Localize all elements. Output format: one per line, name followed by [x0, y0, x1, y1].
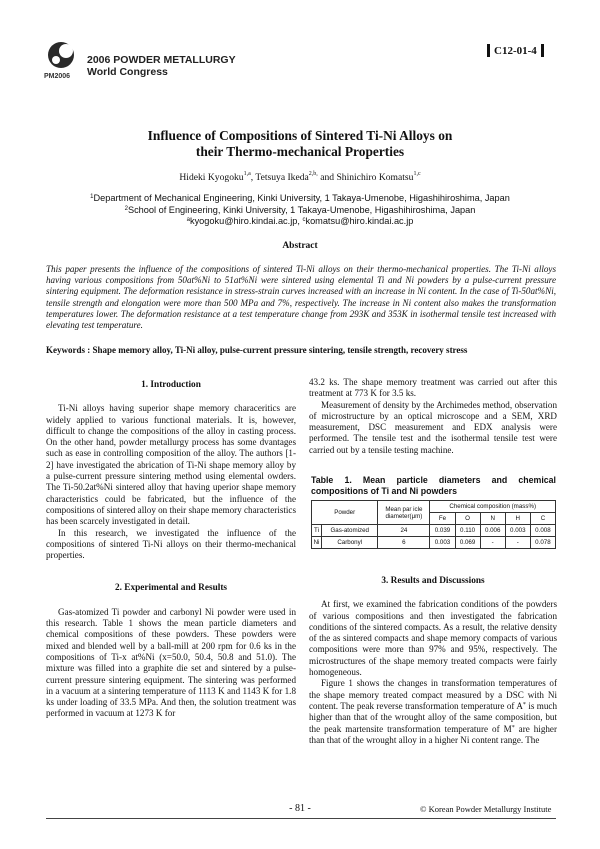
table-header-chem: Chemical composition (mass%) [430, 501, 556, 513]
table-col-header: N [480, 513, 505, 525]
abstract-heading: Abstract [282, 241, 318, 251]
results-paragraph-1: At first, we examined the fabrication conditions of the powders of various compositions and then investigated the fabrication conditions of the sintered compacts. As a result, the relative density of the as sintered compacts and shape memory compacts of various compositions were more than 97% and 95%, respectively. The microstructures of the shape memory treated compacts were fairly homogeneous. [309, 599, 557, 678]
measurement-paragraph: Measurement of density by the Archimedes method, observation of microstructure by an optical microscope and a SEM, XRD measurement, DSC measurement and EDX analysis were performed. The tensile test and the isothermal tensile test were carried out by a tensile testing machine. [309, 399, 557, 455]
copyright-notice: © Korean Powder Metallurgy Institute [420, 804, 552, 814]
keywords: Keywords : Shape memory alloy, Ti-Ni alloy, pulse-current pressure sintering, tensile strength, recovery stress [46, 345, 468, 355]
section-2-heading: 2. Experimental and Results [114, 583, 228, 594]
intro-paragraph-1: Ti-Ni alloys having superior shape memory characeritics are widely applied to various functional materials. It is, however, difficult to change the compositions of the alloy in casting process. On the other hand, powder metallurgy process has some dvantages such as ease in controlling composition of the alloy. The authors [1-2] have investigated the abrication of Ti-Ni shape memory alloy by a pulse-current pressure sintering method using elemental owders. The Ti-50.2at%Ni sintered alloy that having uperior shape memory characteristics could be fabricated, but the influence of the compositions of sintered alloy on their shape memory characteristics has been scarcely investigated in detail. [46, 403, 297, 527]
paper-code: C12-01-4 [487, 44, 544, 57]
table-header-powder: Powder [312, 501, 378, 525]
footer-divider [46, 818, 556, 819]
intro-paragraph-2: In this research, we investigated the influence of the compositions of sintered Ti-Ni alloys on their thermo-mechanical properties. [46, 527, 296, 561]
table-col-header: O [455, 513, 480, 525]
table-row: Ti Gas-atomized 24 0.039 0.110 0.006 0.003 0.008 [312, 525, 556, 537]
affiliations: $^1$Department of Mechanical Engineering, Kinki University, 1 Takaya-Umenobe, Higashihiroshima, Japan $^2$School of Engineering, Kinki University, 1 Takaya-Umenobe, Higashihiroshima, Japan $^a$kyogoku@hiro.kindai.ac.jp, $^c$komatsu@hiro.kindai.ac.jp [90, 193, 510, 226]
code-bar-right [541, 44, 544, 57]
authors: Hideki Kyogoku$^{1,a}$, Tetsuya Ikeda$^{2,b,}$ and Shinichiro Komatsu$^{1,c}$ [179, 171, 421, 183]
table-col-header: H [505, 513, 530, 525]
section-3-heading: 3. Results and Discussions [381, 576, 485, 586]
abstract-text: This paper presents the influence of the compositions of sintered Ti-Ni alloys on their thermo-mechanical properties. The Ti-Ni alloys having various compositions from 50at%Ni to 51at%Ni were sintered using elemental Ti and Ni powders by a pulse-current pressure sintering equipment. The deformation resistance in stress-strain curves increased with an increase in Ni content. In the case of Ti-50at%Ni, tensile strength and elongation were more than 500 MPa and 7%, respectively. The increase in Ni content also makes the transformation temperatures lower. The deformation resistance at a test temperature change from 293K and 353K in isothermal tensile test increased with elevating test temperature. [46, 264, 556, 331]
table-col-header: C [530, 513, 555, 525]
section-1-heading: 1. Introduction [141, 380, 201, 390]
continued-paragraph: 43.2 ks. The shape memory treatment was carried out after this treatment at 773 K for 3.5 ks. [309, 377, 557, 399]
paper-title: Influence of Compositions of Sintered Ti-Ni Alloys on their Thermo-mechanical Properties [147, 128, 453, 159]
page-number: - 81 - [289, 803, 311, 814]
table-1-caption: Table 1. Mean particle diameters and chemical compositions of Ti and Ni powders [311, 475, 556, 496]
table-col-header: Fe [430, 513, 455, 525]
right-column-bottom [309, 576, 557, 746]
pm2006-label: PM2006 [44, 73, 71, 80]
table-header-mean: Mean par icle diameter(μm) [378, 501, 430, 525]
results-paragraph-2: Figure 1 shows the changes in transformation temperatures of the shape memory treated compact measured by a DSC with Ni content. The peak reverse transformation temperature of A* is much higher than that of the wrought alloy of the same composition, but the peak martensite transformation temperature of M* are higher than that of the wrought alloy in a higher Ni content range. The [309, 678, 557, 745]
left-column [46, 380, 296, 720]
right-column-top [309, 377, 557, 456]
table-row: Ni Carbonyl 6 0.003 0.069 - - 0.078 [312, 537, 556, 549]
conference-name: 2006 POWDER METALLURGY World Congress [87, 54, 236, 78]
code-bar-left [487, 44, 490, 57]
experimental-paragraph-1: Gas-atomized Ti powder and carbonyl Ni powder were used in this research. Table 1 shows the mean particle diameters and chemical compositions of these powders. These powders were mixed and blended well by a ball-mill at 200 rpm for 0.6 ks in the compositions of Ti-x at%Ni (x=50.0, 50.4, 50.8 and 51.0). The mixture was filled into a graphite die set and sintered by a pulse-current pressure sintering equipment. The sintering was performed in a vacuum at a sintering temperature of 1113 K and 1143 K for 1.8 ks under loading of 33.5 MPa. And then, the solution treatment was performed in vacuum at 1273 K for [46, 606, 296, 719]
table-1 [311, 500, 556, 549]
